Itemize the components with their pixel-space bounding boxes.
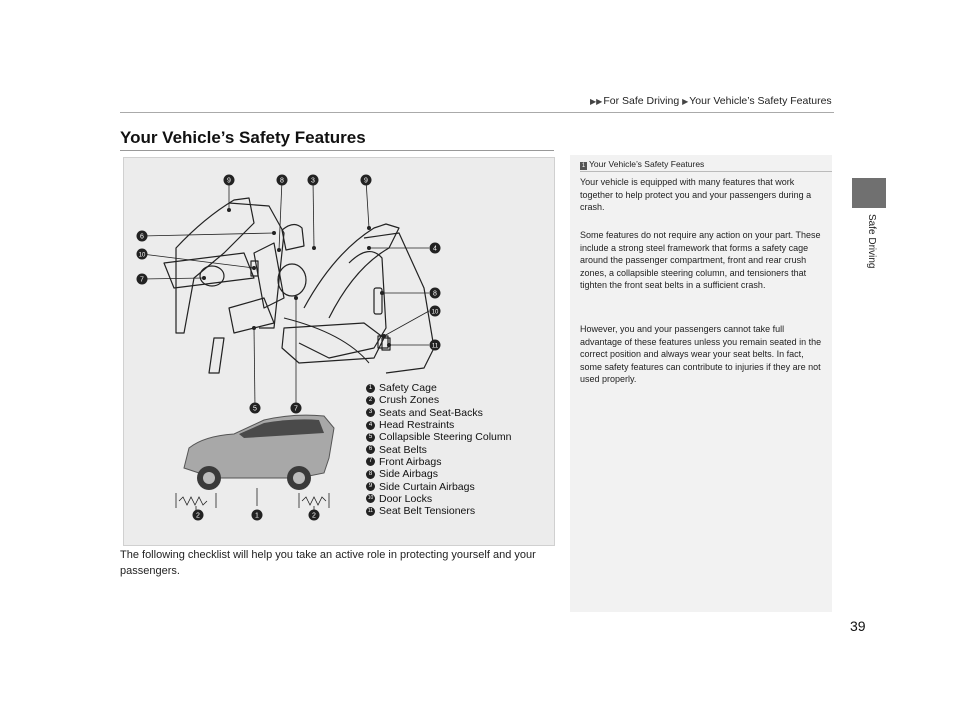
double-arrow-icon: ▶▶: [590, 97, 603, 106]
reference-number-icon: 1: [581, 163, 586, 169]
callout-11: [430, 340, 441, 351]
callout-6-num: 6: [140, 233, 144, 241]
legend-num-badge: 2: [366, 396, 375, 405]
legend-num-badge: 6: [366, 445, 375, 454]
legend-item: [366, 505, 512, 517]
header-rule: [120, 112, 834, 113]
legend-label: Side Curtain Airbags: [379, 480, 475, 493]
seat-right-outline: [299, 252, 386, 358]
callout-8b-num: 8: [433, 290, 437, 298]
callout-10b-num: 10: [431, 309, 439, 316]
legend-num-badge: 4: [366, 421, 375, 430]
legend-label: Seats and Seat-Backs: [379, 406, 483, 419]
breadcrumb-item-safe-driving[interactable]: For Safe Driving: [603, 95, 680, 107]
callout-8b: [430, 288, 441, 299]
legend-num-badge: 7: [366, 457, 375, 466]
callout-9b-num: 9: [364, 177, 368, 185]
legend-num-badge: 8: [366, 470, 375, 479]
steering-wheel-outline: [278, 264, 306, 296]
legend-item: [366, 468, 512, 480]
callout-7b-num: 7: [294, 405, 298, 413]
legend-item: [366, 443, 512, 455]
callout-3: [308, 175, 319, 186]
legend-num-badge: 3: [366, 408, 375, 417]
callout-8a-num: 8: [280, 177, 284, 185]
legend-label: Seat Belt Tensioners: [379, 505, 476, 518]
callout-5: [250, 403, 261, 414]
door-frame-outline: [176, 198, 254, 333]
note-rule: [580, 171, 832, 172]
callout-2b: [309, 510, 320, 521]
legend-item: [366, 382, 512, 394]
legend-item: [366, 480, 512, 492]
callout-6: [137, 231, 148, 242]
body-paragraph: The following checklist will help you take an active role in protecting yourself and your passengers.: [120, 549, 536, 577]
callout-11-num: 11: [431, 343, 439, 350]
legend-num-badge: 1: [366, 384, 375, 393]
callout-3-num: 3: [311, 177, 315, 185]
legend-label: Head Restraints: [379, 419, 455, 432]
callout-10a-num: 10: [138, 252, 146, 259]
callout-5-num: 5: [253, 405, 257, 413]
callout-4: [430, 243, 441, 254]
callout-9a-num: 9: [227, 177, 231, 185]
breadcrumb-item-safety-features[interactable]: Your Vehicle’s Safety Features: [689, 95, 832, 107]
legend-num-badge: 10: [367, 495, 374, 502]
sill-outline: [209, 338, 224, 373]
legend-label: Side Airbags: [379, 468, 438, 481]
page-title: Your Vehicle’s Safety Features: [120, 128, 366, 147]
legend-item: [366, 456, 512, 468]
callout-7b: [291, 403, 302, 414]
legend-label: Door Locks: [379, 492, 433, 505]
note-paragraph-2: Some features do not require any action on your part. These include a strong steel framework that forms a safety cage around the passenger compartment, front and rear crush zones, a collapsible steering column, and tensioners that tighten the front seat belts in a sufficient crash.: [580, 230, 821, 291]
callout-9a: [224, 175, 235, 186]
callout-4-num: 4: [433, 245, 437, 253]
callout-8a: [277, 175, 288, 186]
legend-label: Front Airbags: [379, 455, 442, 468]
arrow-icon: ▶: [682, 97, 689, 106]
callout-10b: [430, 306, 441, 317]
legend-item: [366, 407, 512, 419]
callout-2a-num: 2: [196, 512, 200, 520]
title-rule: [120, 150, 554, 151]
legend-num-badge: 5: [366, 433, 375, 442]
car-exterior-illustration: [184, 415, 334, 490]
section-tab[interactable]: [852, 178, 886, 208]
head-restraint-outline: [282, 224, 304, 250]
crush-zone-markers: [176, 488, 329, 511]
legend-num-badge: 11: [367, 507, 374, 514]
callout-10a: [137, 249, 148, 260]
section-tab-label: Safe Driving: [866, 214, 877, 269]
side-note-panel: [570, 155, 832, 612]
figure-legend: [366, 382, 512, 517]
note-heading: [580, 159, 704, 170]
legend-label: Collapsible Steering Column: [379, 431, 512, 444]
legend-label: Crush Zones: [379, 394, 440, 407]
legend-label: Safety Cage: [379, 382, 437, 395]
legend-item: [366, 419, 512, 431]
safety-features-figure: [123, 157, 555, 546]
callout-2a: [193, 510, 204, 521]
legend-item: [366, 394, 512, 406]
callout-1-num: 1: [255, 512, 259, 520]
legend-item: [366, 493, 512, 505]
legend-label: Seat Belts: [379, 443, 427, 456]
legend-num-badge: 9: [366, 482, 375, 491]
callout-1: [252, 510, 263, 521]
legend-item: [366, 431, 512, 443]
note-paragraph-1: Your vehicle is equipped with many features that work together to help protect you and your passengers during a crash.: [580, 177, 812, 213]
callout-2b-num: 2: [312, 512, 316, 520]
note-heading-text: Your Vehicle’s Safety Features: [589, 159, 705, 169]
callout-9b: [361, 175, 372, 186]
callout-7a-num: 7: [140, 276, 144, 284]
breadcrumb: [590, 95, 832, 107]
callout-7a: [137, 274, 148, 285]
page-number: 39: [850, 618, 866, 634]
note-paragraph-3: However, you and your passengers cannot take full advantage of these features unless you remain seated in the correct position and always wear your seat belts. In fact, some safety features can contribute to injuries if they are not used properly.: [580, 324, 822, 385]
